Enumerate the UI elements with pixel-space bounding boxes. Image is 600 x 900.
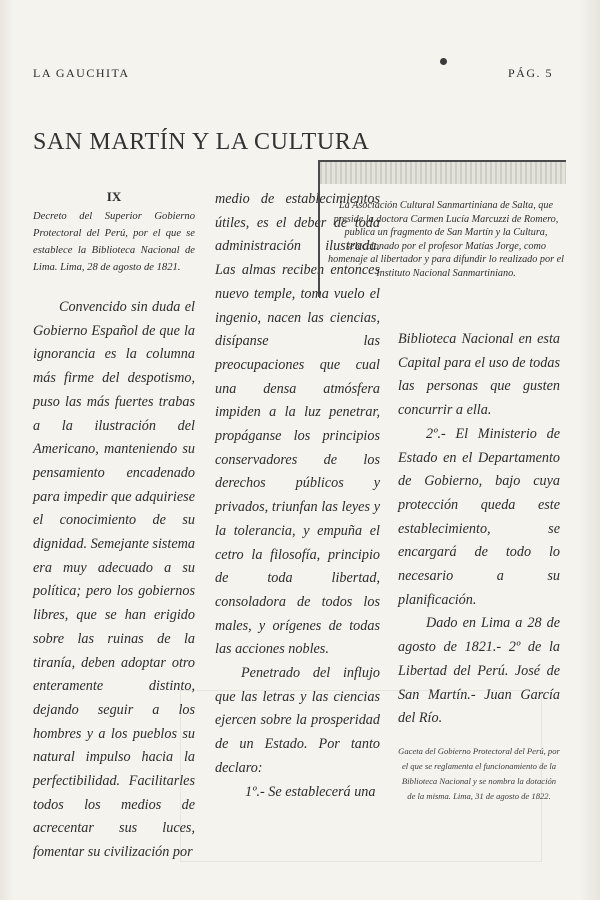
- column-1: [33, 296, 195, 865]
- column-2-paragraph-1: medio de establecimientos útiles, es el deber de toda administración ilustrada. Las almas reciben entonces nuevo temple, toma vuelo el ingenio, nacen las ciencias, disípanse las preocupaciones que cual una densa atmósfera impiden a la luz penetrar, propáganse los principios conservadores de los derechos públicos y privados, triunfan las leyes y la tolerancia, y empuña el cetro la filosofía, principio de toda libertad, consoladora de todos los males, y orígenes de todas las acciones nobles.: [215, 191, 380, 658]
- decree-heading-block: [33, 188, 195, 276]
- column-3: [398, 328, 560, 731]
- sidebar-box-text: La Asociación Cultural Sanmartiniana de Salta, que preside la doctora Carmen Lucía Marcuzzi de Romero, publica un fragmento de San Martín y la Cultura, seleccionado por el profesor Matías Jorge, como homenaje al libertador y para difundir lo realizado por el Instituto Nacional Sanmartiniano.: [328, 200, 564, 279]
- magazine-name: LA GAUCHITA: [33, 66, 130, 80]
- page-number: PÁG. 5: [508, 66, 554, 80]
- column-3-paragraph-2: 2º.- El Ministerio de Estado en el Departamento de Gobierno, bajo cuya protección queda este establecimiento, se encargará de todo lo necesario a su planificación.: [398, 425, 560, 608]
- column-2-paragraph-2: Penetrado del influjo que las letras y las ciencias ejercen sobre la prosperidad de un Estado. Por tanto declaro:: [215, 665, 380, 776]
- column-2-paragraph-3: 1º.- Se establecerá una: [245, 783, 376, 800]
- column-1-text: Convencido sin duda el Gobierno Español de que la ignorancia es la columna más firme del despotismo, puso las más fuertes trabas a la ilustración del Americano, manteniendo su pensamiento encadenado para impedir que adquiriese el conocimiento de su dignidad. Semejante sistema era muy adecuado a su política; pero los gobiernos libres, que se han erigido sobre las ruinas de la tiranía, deben adoptar otro enteramente distinto, dejando seguir a los hombres y a los pueblos su natural impulso hacia la perfectibilidad. Facilitarles todos los medios de acrecentar sus luces, fomentar su civilización por: [33, 299, 195, 861]
- image-caption: Gaceta del Gobierno Protectoral del Perú, por el que se reglamenta el funcionamiento de la Biblioteca Nacional y se nombra la dotación de la misma. Lima, 31 de agosto de 1822.: [398, 746, 560, 801]
- article-title: SAN MARTÍN Y LA CULTURA: [33, 129, 370, 155]
- punch-hole: [440, 58, 447, 65]
- box-header-strip: [320, 162, 566, 184]
- column-3-paragraph-1: Biblioteca Nacional en esta Capital para el uso de todas las personas que gusten concurrir a ella.: [398, 331, 560, 419]
- sidebar-box: [318, 160, 566, 297]
- column-3-paragraph-3: Dado en Lima a 28 de agosto de 1821.- 2º de la Libertad del Perú. José de San Martín.- Juan García del Río.: [398, 615, 560, 727]
- section-number: IX: [106, 189, 122, 204]
- decree-heading: Decreto del Superior Gobierno Protectoral del Perú, por el que se establece la Biblioteca Nacional de Lima. Lima, 28 de agosto de 1821.: [33, 211, 195, 273]
